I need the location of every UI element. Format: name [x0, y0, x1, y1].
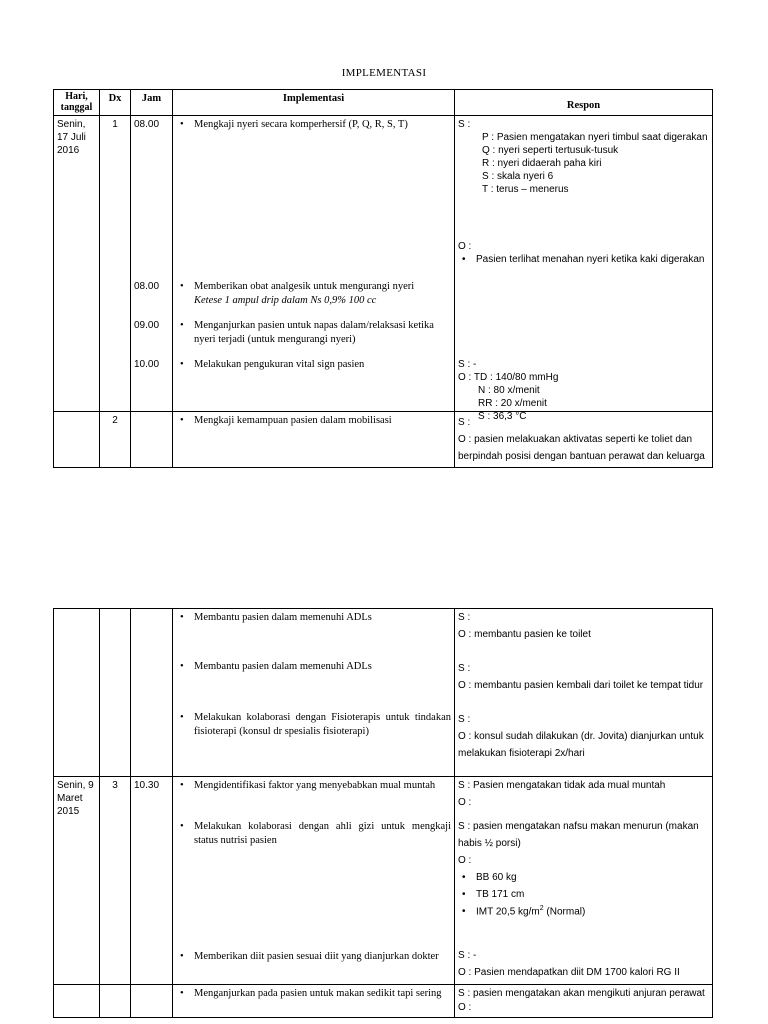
list-item: • IMT 20,5 $kg/m^2$ (Normal)	[458, 903, 709, 920]
list-item: • Membantu pasien dalam memenuhi ADLs	[176, 660, 451, 674]
list-item: • Melakukan kolaborasi dengan Fisioterapis untuk tindakan fisioterapi (konsul dr spesialis fisioterapi)	[176, 711, 451, 738]
table-row	[54, 777, 713, 985]
dx-cell: 1	[100, 116, 131, 412]
jam-cell	[131, 116, 173, 412]
implementasi-cell	[173, 777, 455, 985]
table-row	[54, 609, 713, 777]
implementasi-cell	[173, 412, 455, 468]
bullet-icon: •	[462, 889, 466, 900]
implementasi-cell	[173, 609, 455, 777]
list-item: • Mengkaji nyeri secara komperhersif (P, Q, R, S, T)	[176, 118, 451, 132]
bullet-icon: •	[180, 951, 184, 962]
implementasi-cell	[173, 116, 455, 412]
implementasi-cell	[173, 985, 455, 1018]
jam-value: 10.00	[134, 359, 160, 370]
page-title: IMPLEMENTASI	[341, 67, 427, 79]
bullet-icon: •	[180, 661, 184, 672]
bullet-icon: •	[180, 821, 184, 832]
respon-cell: S : O : pasien melakuakan aktivatas seperti ke toliet dan berpindah posisi dengan bantuan perawat dan keluarga	[455, 412, 713, 468]
list-item: • Memberikan obat analgesik untuk mengurangi nyeri Ketese 1 ampul drip dalam Ns 0,9% 100 cc	[176, 280, 451, 307]
list-item: • Melakukan kolaborasi dengan ahli gizi untuk mengkaji status nutrisi pasien	[176, 820, 451, 847]
dx-cell: 2	[100, 412, 131, 468]
list-item: • BB 60 kg	[458, 869, 709, 886]
list-item: • Menganjurkan pada pasien untuk makan sedikit tapi sering	[176, 987, 451, 1001]
list-item: • Mengidentifikasi faktor yang menyebabkan mual muntah	[176, 779, 451, 793]
date-cell: Senin, 9 Maret 2015	[54, 777, 100, 985]
jam-cell: 10.30	[131, 777, 173, 985]
header-hari: Hari, tanggal	[54, 90, 100, 116]
bullet-icon: •	[462, 872, 466, 883]
header-implementasi: Implementasi	[173, 90, 455, 116]
list-item: • Pasien terlihat menahan nyeri ketika kaki digerakan	[458, 253, 709, 266]
implementation-table-2	[53, 608, 713, 1018]
bullet-icon: •	[462, 906, 466, 917]
bullet-icon: •	[462, 254, 466, 265]
list-item: • Mengkaji kemampuan pasien dalam mobilisasi	[176, 414, 451, 428]
bullet-icon: •	[180, 712, 184, 723]
bullet-icon: •	[180, 780, 184, 791]
table-row	[54, 985, 713, 1018]
bullet-icon: •	[180, 415, 184, 426]
respon-cell: S : P : Pasien mengatakan nyeri timbul saat digerakan Q : nyeri seperti tertusuk-tusuk R : nyeri didaerah paha kiri S : skala nyeri 6 T : terus – menerus O : • Pasien terlihat menahan nyeri ketika kaki digerakan S : - O : TD : 140/80 mmHg N : 80 x/menit RR : 20 x/menit S : 36,3 °C	[455, 116, 713, 412]
header-dx: Dx	[100, 90, 131, 116]
bullet-icon: •	[180, 359, 184, 370]
header-jam: Jam	[131, 90, 173, 116]
table-header-row	[54, 90, 713, 116]
date-cell: Senin, 17 Juli 2016	[54, 116, 100, 412]
respon-cell: S : pasien mengatakan akan mengikuti anjuran perawat O :	[455, 985, 713, 1018]
jam-value: 08.00	[134, 281, 160, 292]
list-item: • Menganjurkan pasien untuk napas dalam/relaksasi ketika nyeri terjadi (untuk mengurangi nyeri)	[176, 319, 451, 346]
bullet-icon: •	[180, 988, 184, 999]
respon-cell: S : O : membantu pasien ke toilet S : O : membantu pasien kembali dari toilet ke tempat tidur S : O : konsul sudah dilakukan (dr. Jovita) dianjurkan untuk melakukan fisioterapi 2x/hari	[455, 609, 713, 777]
bullet-icon: •	[180, 119, 184, 130]
bullet-icon: •	[180, 281, 184, 292]
list-item: • Membantu pasien dalam memenuhi ADLs	[176, 611, 451, 625]
list-item: • Melakukan pengukuran vital sign pasien	[176, 358, 451, 372]
list-item: • TB 171 cm	[458, 886, 709, 903]
bullet-icon: •	[180, 320, 184, 331]
header-respon: Respon	[455, 90, 713, 116]
table-row	[54, 116, 713, 412]
bullet-icon: •	[180, 612, 184, 623]
implementation-table-1	[53, 89, 713, 468]
respon-cell: S : Pasien mengatakan tidak ada mual muntah O : S : pasien mengatakan nafsu makan menurun (makan habis ½ porsi) O : • BB 60 kg • TB 171 cm • IMT 20,5 $kg/m^2$ (Normal) S : - O : Pasien mendapatkan diit DM 1700 kalori RG II	[455, 777, 713, 985]
jam-value: 08.00	[134, 119, 160, 130]
list-item: • Memberikan diit pasien sesuai diit yang dianjurkan dokter	[176, 950, 451, 964]
dx-cell: 3	[100, 777, 131, 985]
jam-value: 09.00	[134, 320, 160, 331]
